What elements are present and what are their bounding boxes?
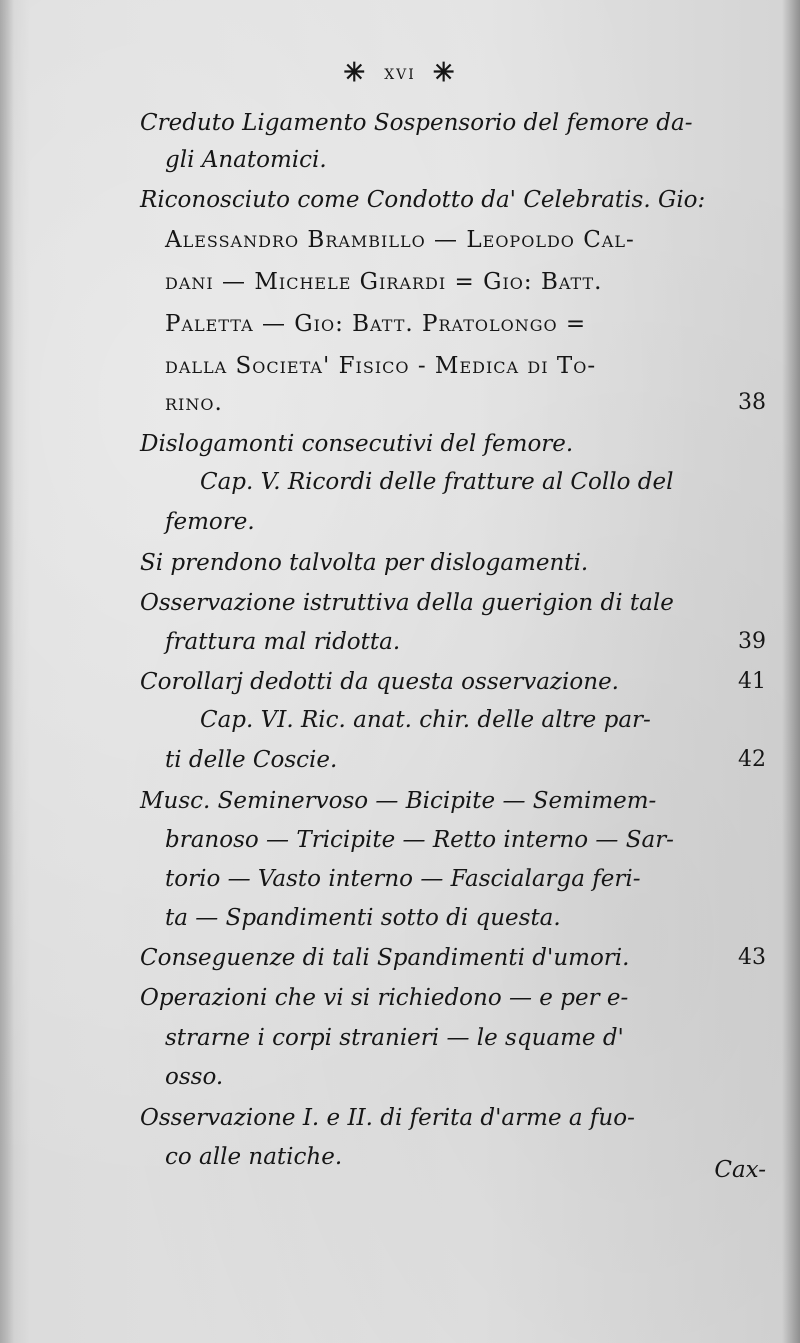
contents-line-text: Dislogamonti consecutivi del femore. xyxy=(140,431,574,457)
contents-line xyxy=(0,462,800,502)
page-number: 38 xyxy=(738,390,766,415)
contents-line xyxy=(0,103,800,143)
contents-line-text: dalla Societa' Fisico - Medica di To- xyxy=(165,353,597,379)
contents-line xyxy=(0,424,800,464)
contents-line xyxy=(0,700,800,740)
contents-line xyxy=(0,543,800,583)
contents-line xyxy=(0,304,800,344)
contents-line xyxy=(0,1098,800,1138)
contents-line-text: Osservazione istruttiva della guerigion di tale xyxy=(140,590,674,616)
contents-line-text: Corollarj dedotti da questa osservazione. xyxy=(140,669,619,695)
contents-line-text: dani — Michele Girardi = Gio: Batt. xyxy=(165,269,603,295)
contents-line-text: Alessandro Brambillo — Leopoldo Cal- xyxy=(165,227,635,253)
contents-line xyxy=(0,820,800,860)
contents-line-text: osso. xyxy=(165,1064,224,1090)
contents-line-text: Paletta — Gio: Batt. Pratolongo = xyxy=(165,311,587,337)
contents-line-text: co alle natiche. xyxy=(165,1144,343,1170)
contents-line-text: Conseguenze di tali Spandimenti d'umori. xyxy=(140,945,630,971)
page-number: 39 xyxy=(738,629,766,654)
contents-line-text: Riconosciuto come Condotto da' Celebratis. Gio: xyxy=(140,187,706,213)
contents-line xyxy=(0,662,800,702)
contents-line xyxy=(0,220,800,260)
contents-line-text: Si prendono talvolta per dislogamenti. xyxy=(140,550,589,576)
contents-line xyxy=(0,1137,800,1177)
contents-line-text: gli Anatomici. xyxy=(165,147,327,173)
contents-line xyxy=(0,622,800,662)
page-number: 43 xyxy=(738,945,766,970)
contents-line-text: torio — Vasto interno — Fascialarga feri- xyxy=(165,866,641,892)
contents-line xyxy=(0,346,800,386)
contents-line-text: strarne i corpi stranieri — le squame d' xyxy=(165,1025,624,1051)
contents-line-text: femore. xyxy=(165,509,255,535)
contents-line-text: Creduto Ligamento Sospensorio del femore da- xyxy=(140,110,693,136)
ornament-right-icon: ✳ xyxy=(432,58,457,88)
contents-line xyxy=(0,740,800,780)
contents-line xyxy=(0,583,800,623)
contents-line xyxy=(0,262,800,302)
contents-line xyxy=(0,180,800,220)
contents-line xyxy=(0,1057,800,1097)
contents-line xyxy=(0,978,800,1018)
contents-line-text: rino. xyxy=(165,390,223,416)
contents-line-text: ti delle Coscie. xyxy=(165,747,338,773)
page-header xyxy=(0,58,800,88)
contents-line xyxy=(0,938,800,978)
contents-line-text: ta — Spandimenti sotto di questa. xyxy=(165,905,561,931)
contents-line-text: Musc. Seminervoso — Bicipite — Semimem- xyxy=(140,788,657,814)
contents-line xyxy=(0,502,800,542)
page-numeral: xvi xyxy=(384,60,416,84)
contents-line-text: Cap. VI. Ric. anat. chir. delle altre par- xyxy=(200,707,651,733)
contents-line xyxy=(0,859,800,899)
page-number: 42 xyxy=(738,747,766,772)
catchword: Cax- xyxy=(714,1157,766,1183)
contents-line xyxy=(0,140,800,180)
contents-line xyxy=(0,383,800,423)
contents-line-text: Operazioni che vi si richiedono — e per e- xyxy=(140,985,629,1011)
contents-line xyxy=(0,1018,800,1058)
contents-line-text: Osservazione I. e II. di ferita d'arme a fuo- xyxy=(140,1105,635,1131)
ornament-left-icon: ✳ xyxy=(343,58,368,88)
contents-line-text: Cap. V. Ricordi delle fratture al Collo del xyxy=(200,469,674,495)
contents-line-text: branoso — Tricipite — Retto interno — Sar- xyxy=(165,827,674,853)
contents-line xyxy=(0,781,800,821)
contents-line-text: frattura mal ridotta. xyxy=(165,629,401,655)
contents-line xyxy=(0,898,800,938)
page-number: 41 xyxy=(738,669,766,694)
